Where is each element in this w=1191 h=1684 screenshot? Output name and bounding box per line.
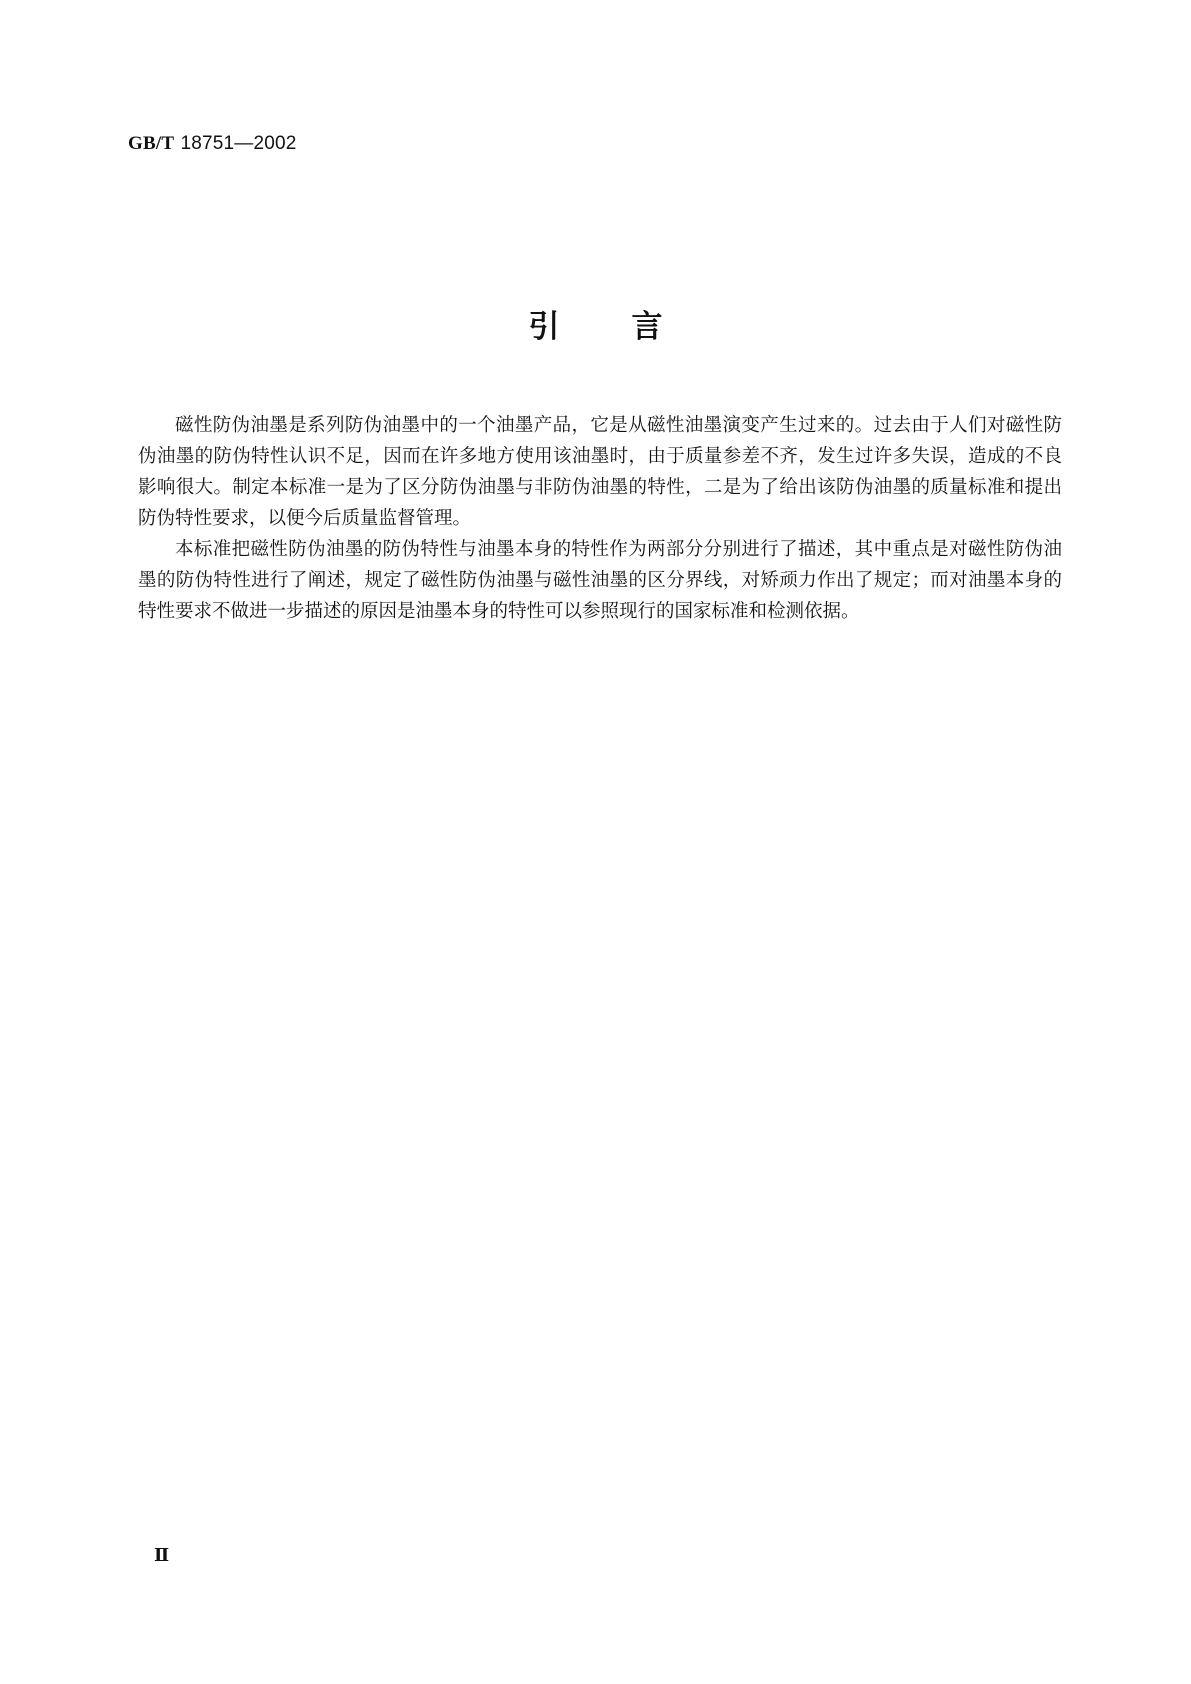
page-title: 引言 xyxy=(528,309,735,345)
standard-code: GB/T xyxy=(128,133,175,154)
paragraph: 磁性防伪油墨是系列防伪油墨中的一个油墨产品，它是从磁性油墨演变产生过来的。过去由于人们对磁性防伪油墨的防伪特性认识不足，因而在许多地方使用该油墨时，由于质量参差不齐，发生过许多失误，造成的不良影响很大。制定本标准一是为了区分防伪油墨与非防伪油墨的特性，二是为了给出该防伪油墨的质量标准和提出防伪特性要求，以便今后质量监督管理。 xyxy=(138,415,1062,529)
standard-number: 18751—2002 xyxy=(180,133,297,154)
body-text xyxy=(138,410,1062,627)
paragraph: 本标准把磁性防伪油墨的防伪特性与油墨本身的特性作为两部分分别进行了描述，其中重点是对磁性防伪油墨的防伪特性进行了阐述，规定了磁性防伪油墨与磁性油墨的区分界线，对矫顽力作出了规定；而对油墨本身的特性要求不做进一步描述的原因是油墨本身的特性可以参照现行的国家标准和检测依据。 xyxy=(138,539,1062,622)
document-header xyxy=(128,132,297,155)
page-number: Ⅱ xyxy=(154,1545,170,1565)
